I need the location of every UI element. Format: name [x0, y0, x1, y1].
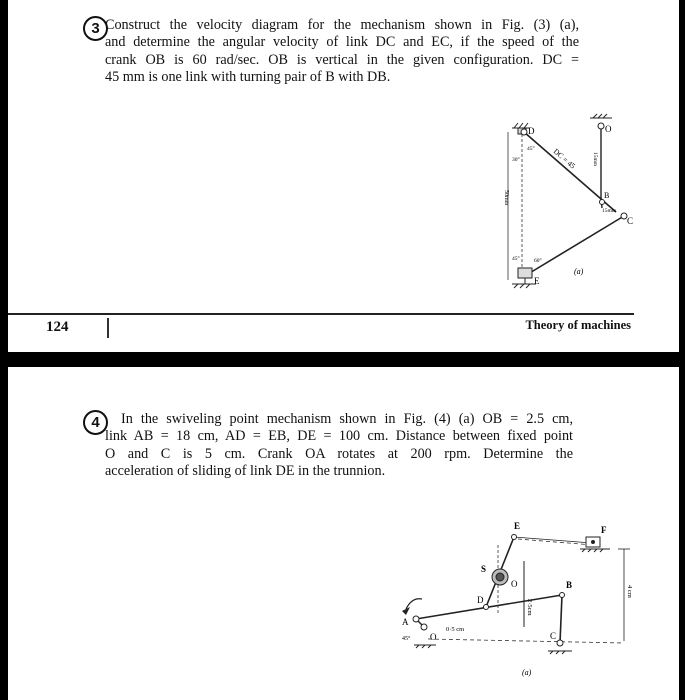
problem-4-line-2: link AB = 18 cm, AD = EB, DE = 100 cm. Distance between fixed point — [105, 428, 573, 445]
label-o: O — [605, 124, 612, 134]
page-number-divider — [107, 318, 109, 338]
problem-4-line-3: O and C is 5 cm. Crank OA rotates at 200 rpm. Determine the — [105, 445, 573, 462]
joint-a — [413, 616, 419, 622]
label-dc-length: DC = 45 — [551, 146, 578, 171]
joint-b — [600, 200, 605, 205]
label-angle-bottom: 45° — [512, 256, 520, 262]
label-c: C — [550, 631, 557, 641]
label-c: C — [627, 216, 634, 226]
label-ob-length: 15mm — [592, 152, 598, 167]
problem-4-line-4: acceleration of sliding of link DE in the trunnion. — [105, 462, 386, 479]
label-e: E — [534, 276, 540, 286]
rotation-arrow-icon — [406, 599, 422, 609]
label-o-crank: O — [430, 632, 437, 642]
label-50mm: 50mm — [503, 190, 509, 206]
joint-d — [484, 605, 489, 610]
page-number: 124 — [46, 319, 69, 335]
book-title: Theory of machines — [525, 318, 631, 332]
label-dim-25: 2·5cm — [526, 599, 533, 616]
dash-baseline — [428, 639, 624, 643]
footer-rule — [8, 313, 634, 315]
label-angle-top: 45° — [527, 146, 535, 152]
link-ec — [528, 216, 624, 274]
joint-b — [560, 593, 565, 598]
label-b: B — [566, 580, 573, 590]
problem-4-number: 4 — [83, 410, 108, 435]
problem-3-line-4: 45 mm is one link with turning pair of B with DB. — [105, 68, 391, 85]
problem-3-line-1: Construct the velocity diagram for the mechanism shown in Fig. (3) (a), — [105, 17, 579, 33]
link-bc — [560, 595, 562, 643]
label-bc-length: 15mm — [602, 208, 617, 214]
slider-e — [512, 268, 536, 288]
label-angle-30: 30° — [512, 157, 520, 163]
label-o-post: O — [511, 579, 518, 589]
figure-3a — [498, 112, 638, 302]
problem-4-line-1: In the swiveling point mechanism shown in Fig. (4) (a) OB = 2.5 cm, — [121, 411, 573, 427]
label-angle-60: 60° — [534, 258, 542, 264]
joint-e — [512, 535, 517, 540]
problem-4-text — [105, 411, 573, 480]
label-d: D — [528, 126, 535, 136]
joint-d — [521, 129, 527, 135]
page-bottom — [8, 367, 679, 700]
label-f: F — [601, 525, 607, 535]
trunnion-s — [492, 569, 508, 585]
label-s: S — [481, 564, 487, 574]
label-dim-4: 4 cm — [626, 585, 633, 598]
figure-4a-caption: (a) — [522, 668, 532, 677]
figure-4a — [388, 515, 638, 695]
problem-3-line-3: crank OB is 60 rad/sec. OB is vertical in the given configuration. DC = — [105, 51, 579, 68]
problem-3-line-2: and determine the angular velocity of link DC and EC, if the speed of the — [105, 34, 579, 51]
problem-3-text — [105, 17, 579, 86]
label-angle: 45° — [402, 636, 411, 642]
label-d: D — [477, 595, 484, 605]
page-top — [8, 0, 679, 352]
problem-3-number: 3 — [83, 16, 108, 41]
label-a: A — [402, 617, 409, 627]
figure-3a-caption: (a) — [574, 267, 584, 276]
label-b: B — [604, 191, 610, 200]
label-dim-05: 0·5 cm — [446, 626, 465, 633]
label-e: E — [514, 521, 521, 531]
